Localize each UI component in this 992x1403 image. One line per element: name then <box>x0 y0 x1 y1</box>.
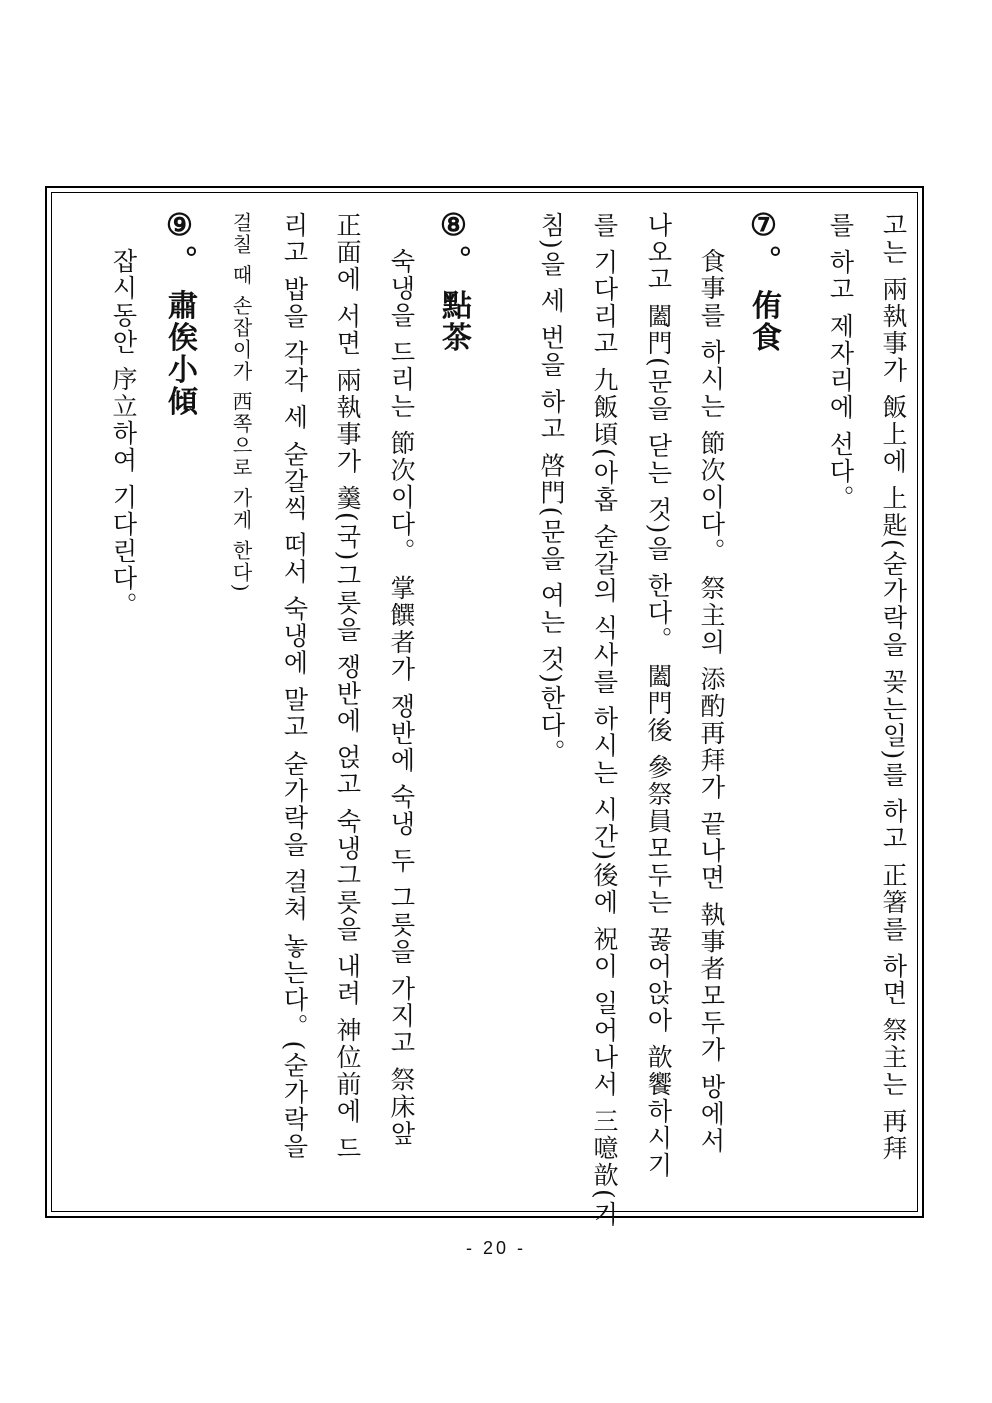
text-column-2: 를 하고 제자리에 선다。 <box>826 212 855 512</box>
section-heading-8 <box>429 208 477 353</box>
text-column-14: 잡시동안 序立하여 기다린다。 <box>109 248 138 619</box>
section-title-7: 。 侑食 <box>746 245 781 354</box>
text-column-9: 숙냉을 드리는 節次이다。 掌饌者가 쟁반에 숙냉 두 그릇을 가지고 祭床앞 <box>387 248 416 1148</box>
text-column-4: 食事를 하시는 節次이다。 祭主의 添酌再拜가 끝나면 執事者모두가 방에서 <box>697 248 726 1155</box>
section-title-8: 。 點茶 <box>436 245 471 354</box>
text-column-6: 를 기다리고 九飯頃(아홉 숟갈의 식사를 하시는 시간)後에 祝이 일어나서 三噫歆(기 <box>590 212 619 1228</box>
text-column-12: 걸칠 때 손잡이가 西쪽으로 가게 한다) <box>229 212 253 594</box>
text-column-1: 고는 兩執事가 飯上에 上匙(숟가락을 꽂는일)를 하고 正箸를 하면 祭主는 再拜 <box>879 212 908 1163</box>
section-number-9: ⑨ <box>162 208 197 245</box>
text-column-5: 나오고 闔門(문을 닫는 것)을 한다。 闔門後 參祭員모두는 꿇어앉아 歆饗하시기 <box>644 212 673 1180</box>
section-title-9: 。 肅俟小傾 <box>162 245 197 418</box>
section-number-8: ⑧ <box>436 208 471 245</box>
content-frame <box>45 186 924 1228</box>
section-heading-9 <box>155 208 203 417</box>
text-column-10: 正面에 서면 兩執事가 羹(국)그릇을 쟁반에 얹고 숙냉그릇을 내려 神位前에 드 <box>333 212 362 1163</box>
text-column-11: 리고 밥을 각각 세 숟갈씩 떠서 숙냉에 말고 숟가락을 걸쳐 놓는다。(숟가락을 <box>280 212 309 1161</box>
section-heading-7 <box>739 208 787 353</box>
section-number-7: ⑦ <box>746 208 781 245</box>
text-column-7: 침)을 세 번을 하고 啓門(문을 여는 것)한다。 <box>537 212 566 766</box>
page-number: - 20 - <box>465 1238 526 1258</box>
